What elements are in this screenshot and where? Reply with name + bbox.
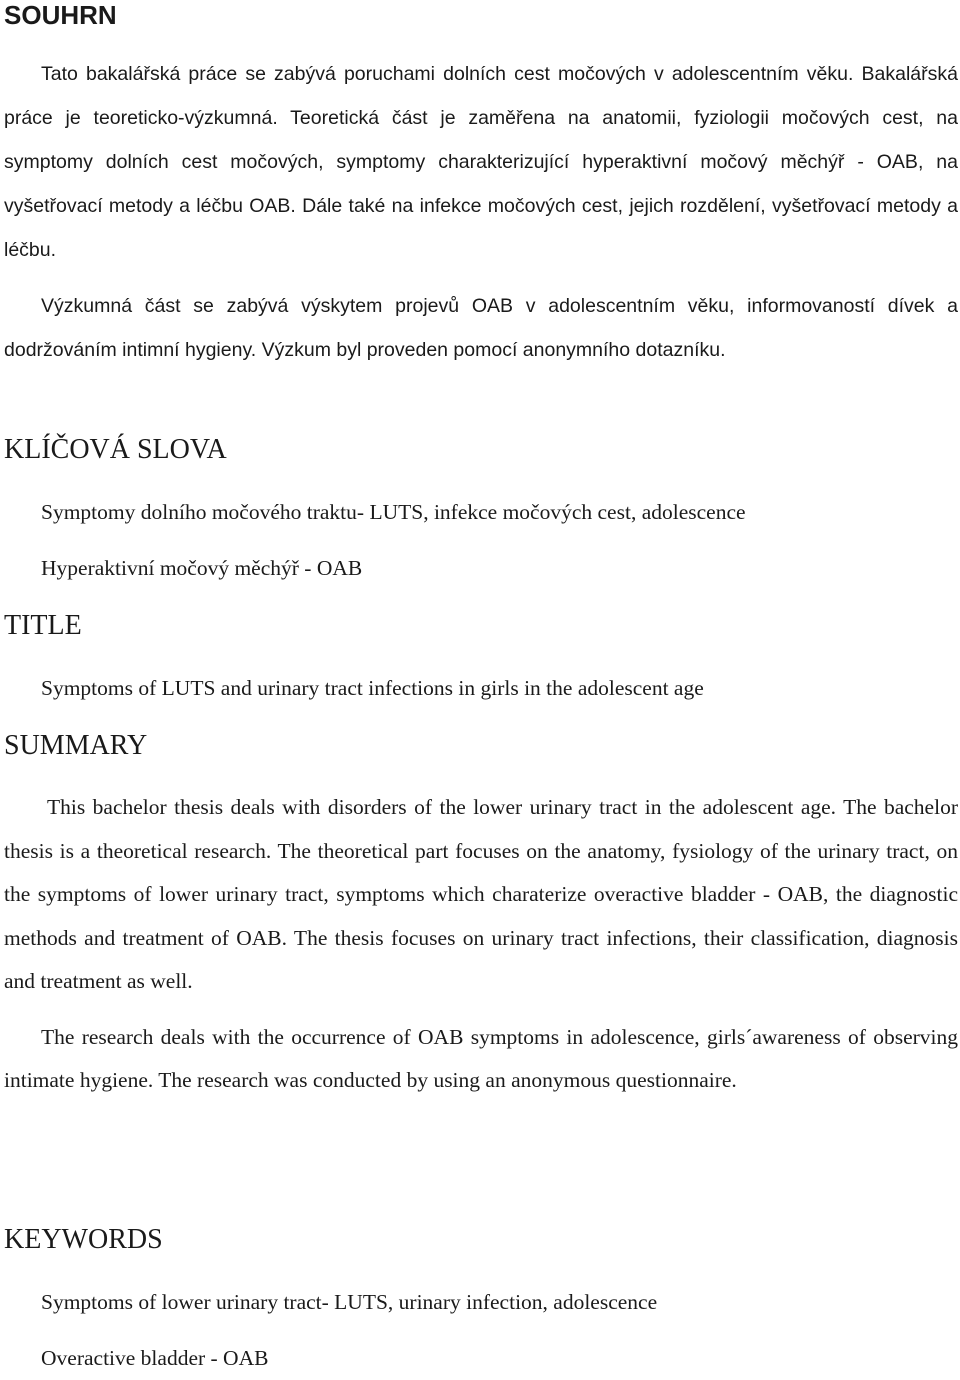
klicova-slova-line-1: Symptomy dolního močového traktu- LUTS, infekce močových cest, adolescence: [41, 500, 746, 524]
keywords-line-1: Symptoms of lower urinary tract- LUTS, urinary infection, adolescence: [41, 1290, 658, 1314]
heading-title: TITLE: [4, 610, 82, 641]
summary-paragraph-2: The research deals with the occurrence of OAB symptoms in adolescence, girls´awareness of observing intimate hygiene. The research was conducted by using an anonymous questionnaire.: [4, 1024, 958, 1092]
title-text: Symptoms of LUTS and urinary tract infections in girls in the adolescent age: [41, 676, 704, 700]
souhrn-paragraph-1: Tato bakalářská práce se zabývá poruchami dolních cest močových v adolescentním věku. Bakalářská práce je teoreticko-výzkumná. Teoretická část je zaměřena na anatomii, fyziologii močových cest, na symptomy dolních cest močových, symptomy charakterizující hyperaktivní močový měchýř - OAB, na vyšetřovací metody a léčbu OAB. Dále také na infekce močových cest, jejich rozdělení, vyšetřovací metody a léčbu.: [4, 63, 958, 261]
heading-souhrn: SOUHRN: [4, 0, 117, 30]
klicova-slova-line-2: Hyperaktivní močový měchýř - OAB: [41, 556, 363, 580]
heading-keywords: KEYWORDS: [4, 1224, 163, 1255]
summary-section: [4, 786, 958, 1103]
souhrn-paragraph-2: Výzkumná část se zabývá výskytem projevů OAB v adolescentním věku, informovaností dívek a dodržováním intimní hygieny. Výzkum byl proveden pomocí anonymního dotazníku.: [4, 295, 958, 361]
souhrn-section: [4, 52, 958, 372]
heading-klicova-slova: KLÍČOVÁ SLOVA: [4, 434, 227, 465]
summary-paragraph-1: This bachelor thesis deals with disorders of the lower urinary tract in the adolescent age. The bachelor thesis is a theoretical research. The theoretical part focuses on the anatomy, fysiology of the urinary tract, on the symptoms of lower urinary tract, symptoms which charaterize overactive bladder - OAB, the diagnostic methods and treatment of OAB. The thesis focuses on urinary tract infections, their classification, diagnosis and treatment as well.: [4, 795, 958, 993]
heading-summary: SUMMARY: [4, 730, 148, 761]
keywords-line-2: Overactive bladder - OAB: [41, 1346, 269, 1370]
